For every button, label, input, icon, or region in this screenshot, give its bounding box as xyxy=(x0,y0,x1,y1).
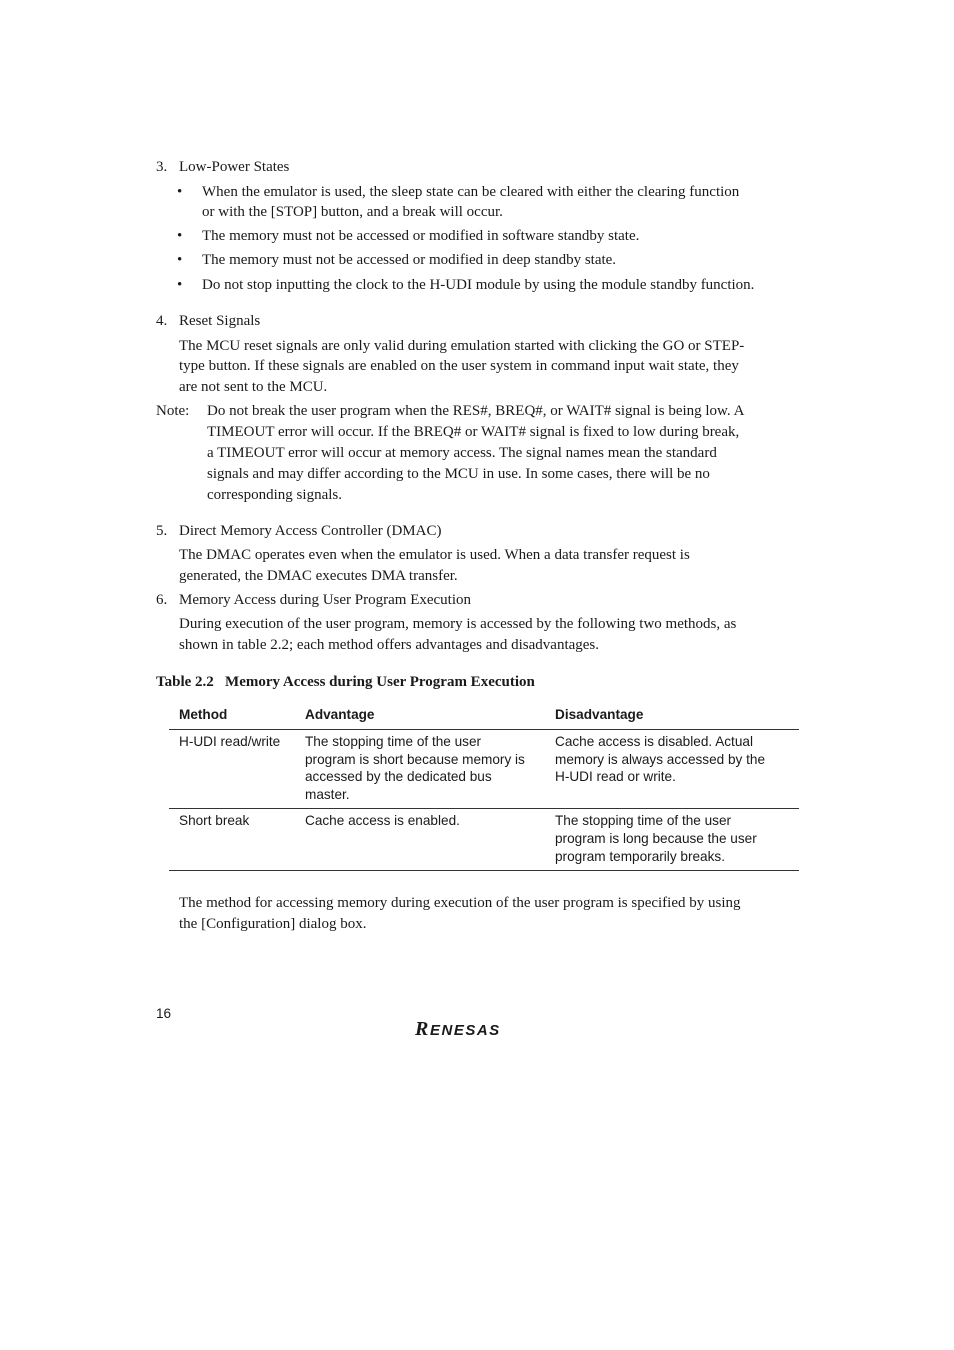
list-item: The memory must not be accessed or modified in software standby state. xyxy=(202,228,640,244)
section-5-number: 5. xyxy=(156,523,168,539)
column-header-advantage: Advantage xyxy=(295,703,545,730)
list-item: Do not stop inputting the clock to the H-UDI module by using the module standby function. xyxy=(202,277,755,293)
table-cell-method: Short break xyxy=(169,809,295,871)
paragraph-line: The MCU reset signals are only valid during emulation started with clicking the GO or STEP- xyxy=(179,338,745,354)
list-item: The memory must not be accessed or modified in deep standby state. xyxy=(202,252,617,268)
table-row xyxy=(169,809,799,871)
section-6-number: 6. xyxy=(156,592,168,608)
paragraph-line: The method for accessing memory during execution of the user program is specified by using xyxy=(179,895,741,911)
section-5-title: Direct Memory Access Controller (DMAC) xyxy=(179,523,442,539)
note-line: Do not break the user program when the RES#, BREQ#, or WAIT# signal is being low. A xyxy=(207,403,745,419)
table-header-row xyxy=(169,703,799,730)
note-line: TIMEOUT error will occur. If the BREQ# or WAIT# signal is fixed to low during break, xyxy=(207,424,740,440)
table-cell-method: H-UDI read/write xyxy=(169,730,295,809)
svg-text:R: R xyxy=(415,1018,429,1039)
section-3-title: Low-Power States xyxy=(179,159,290,175)
memory-access-table xyxy=(169,703,799,871)
table-cell-disadvantage: Cache access is disabled. Actual memory is always accessed by the H-UDI read or write. xyxy=(545,730,799,809)
note-line: corresponding signals. xyxy=(207,487,342,503)
bullet-icon: • xyxy=(177,184,183,200)
table-caption: Table 2.2 Memory Access during User Program Execution xyxy=(156,674,535,690)
table-row xyxy=(169,730,799,809)
paragraph-line: generated, the DMAC executes DMA transfer. xyxy=(179,568,458,584)
paragraph-line: The DMAC operates even when the emulator is used. When a data transfer request is xyxy=(179,547,690,563)
list-item-continuation: or with the [STOP] button, and a break will occur. xyxy=(202,204,503,220)
renesas-logo xyxy=(415,1017,533,1039)
page-number: 16 xyxy=(156,1006,172,1021)
bullet-icon: • xyxy=(177,228,183,244)
section-6-title: Memory Access during User Program Execution xyxy=(179,592,472,608)
column-header-method: Method xyxy=(169,703,295,730)
note-line: a TIMEOUT error will occur at memory access. The signal names mean the standard xyxy=(207,445,717,461)
paragraph-line: During execution of the user program, memory is accessed by the following two methods, as xyxy=(179,616,737,632)
section-4-number: 4. xyxy=(156,313,168,329)
table-cell-advantage: The stopping time of the user program is short because memory is accessed by the dedicated bus master. xyxy=(295,730,545,809)
note-line: signals and may differ according to the MCU in use. In some cases, there will be no xyxy=(207,466,710,482)
note-label: Note: xyxy=(156,403,190,419)
paragraph-line: shown in table 2.2; each method offers advantages and disadvantages. xyxy=(179,637,600,653)
list-item: When the emulator is used, the sleep state can be cleared with either the clearing function xyxy=(202,184,740,200)
table-cell-advantage: Cache access is enabled. xyxy=(295,809,545,871)
section-4-title: Reset Signals xyxy=(179,313,261,329)
bullet-icon: • xyxy=(177,252,183,268)
section-3-number: 3. xyxy=(156,159,168,175)
column-header-disadvantage: Disadvantage xyxy=(545,703,799,730)
paragraph-line: type button. If these signals are enabled on the user system in command input wait state, they xyxy=(179,358,739,374)
bullet-icon: • xyxy=(177,277,183,293)
svg-text:ENESAS: ENESAS xyxy=(430,1022,501,1039)
paragraph-line: are not sent to the MCU. xyxy=(179,379,328,395)
paragraph-line: the [Configuration] dialog box. xyxy=(179,916,367,932)
table-cell-disadvantage: The stopping time of the user program is long because the user program temporarily breaks. xyxy=(545,809,799,871)
